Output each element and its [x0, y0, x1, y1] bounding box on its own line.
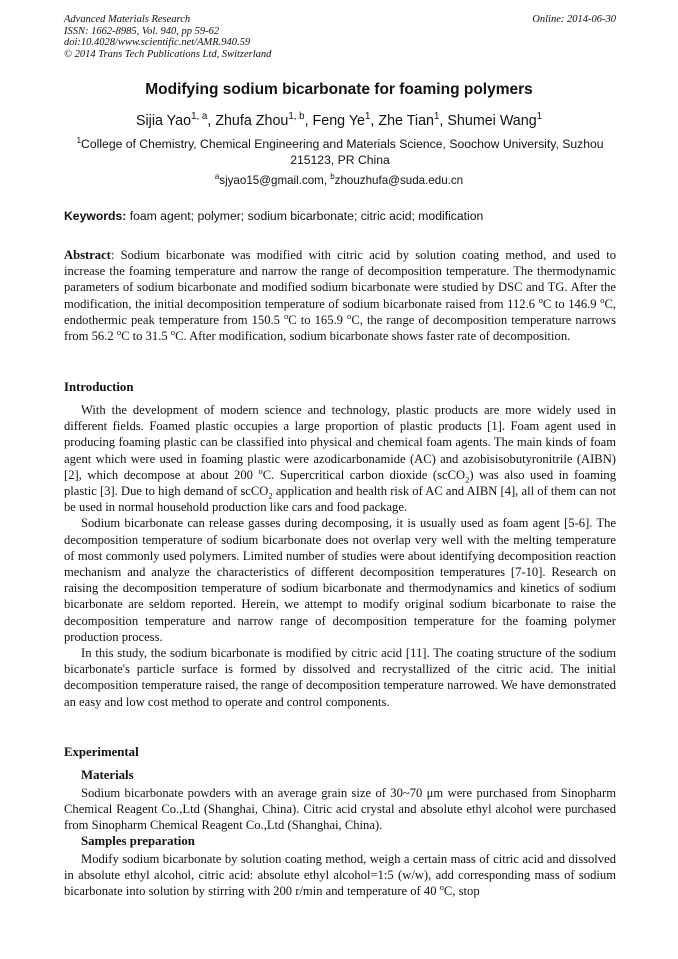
- subsection-heading-materials: Materials: [81, 768, 134, 782]
- author-emails: $^a$sjyao15@gmail.com, $^b$zhouzhufa@suda.edu.cn: [214, 172, 464, 187]
- keywords: [64, 209, 616, 223]
- degree-mark: o: [600, 294, 605, 305]
- degree-mark: o: [284, 310, 289, 321]
- affiliation-text: College of Chemistry, Chemical Engineering and Materials Science, Soochow University, Suzhou 215123, PR China: [81, 137, 604, 167]
- introduction-body: [64, 402, 616, 710]
- degree-mark: o: [258, 465, 263, 476]
- degree-mark: o: [439, 882, 444, 893]
- author-name: Feng Ye: [312, 113, 366, 129]
- abstract-text: C to 146.9: [542, 296, 601, 311]
- paragraph-text: Modify sodium bicarbonate by solution coating method, weigh a certain mass of citric acid and dissolved in absolute ethyl alcohol, citric acid: absolute ethyl alcohol=1:5 (w/w), add corresponding mass of sodium bicarbonate into solution by stirring with 200 r/min and temperature of 40: [64, 852, 616, 899]
- paragraph: In this study, the sodium bicarbonate is modified by citric acid [11]. The coating structure of the sodium bicarbonate's particle surface is formed by dissolved and recrystallized of the citric acid. The initial decomposition temperature raised, the range of decomposition temperature narrowed. We have demonstrated an easy and low cost method to operate and control components.: [64, 646, 616, 709]
- author-name: Shumei Wang: [447, 113, 537, 129]
- section-heading-introduction: Introduction: [64, 380, 134, 394]
- online-date: Online: 2014-06-30: [532, 14, 616, 25]
- affiliation-mark: 1: [76, 134, 82, 145]
- abstract-text: C, endothermic peak temperature from 150.5: [64, 296, 616, 327]
- paragraph-text: With the development of modern science and technology, plastic products are more widely used in different fields. Foamed plastic occupies a large proportion of plastic products [1]. Foam agent used in producing foaming plastic can be classified into physical and chemical foam agents. The main kinds of foam agent which were used in foaming plastic were azodicarbonamide (AC) and azobisisobutyronitrile (AIBN) [2], which decompose at about 200: [64, 403, 616, 482]
- subscript: 2: [465, 474, 470, 485]
- author-name: Sijia Yao: [135, 113, 192, 129]
- abstract-text: C to 165.9: [288, 312, 348, 327]
- author-affiliation-mark: 1: [434, 111, 440, 123]
- paragraph: [64, 851, 616, 900]
- author-affiliation-mark: 1: [536, 111, 543, 123]
- email-link[interactable]: zhouzhufa@suda.edu.cn: [334, 174, 464, 187]
- email-link[interactable]: sjyao15@gmail.com: [219, 174, 324, 187]
- paragraph: [64, 402, 616, 515]
- paragraph-text: application and health risk of AC and AIBN [4], all of them can not be used in normal household production like cars and food package.: [64, 484, 616, 515]
- author-list: Sijia Yao$^{1, a}$, Zhufa Zhou$^{1, b}$, Feng Ye$^1$, Zhe Tian$^1$, Shumei Wang$^1$: [135, 111, 543, 129]
- section-heading-experimental: Experimental: [64, 745, 139, 759]
- author-name: Zhufa Zhou: [215, 113, 289, 129]
- paragraph-text: C. Supercritical carbon dioxide (scCO: [262, 467, 466, 482]
- email-mark: a: [214, 172, 220, 182]
- abstract-text: : Sodium bicarbonate was modified with citric acid by solution coating method, and used to increase the foaming temperature and narrow the range of decomposition temperature. The thermodynamic parameters of sodium bicarbonate and modified sodium bicarbonate were studied by DSC and TG. After the modification, the initial decomposition temperature of sodium bicarbonate raised from 112.6: [64, 248, 616, 311]
- degree-mark: o: [538, 294, 543, 305]
- journal-header: [64, 14, 616, 60]
- degree-mark: o: [116, 326, 122, 337]
- author-name: Zhe Tian: [378, 113, 435, 129]
- journal-doi: doi:10.4028/www.scientific.net/AMR.940.59: [64, 37, 251, 49]
- materials-body: [64, 785, 616, 834]
- paper-title: Modifying sodium bicarbonate for foaming polymers: [145, 81, 533, 98]
- journal-name: Advanced Materials Research: [64, 14, 191, 25]
- keywords-text: foam agent; polymer; sodium bicarbonate; citric acid; modification: [129, 209, 484, 223]
- keywords-label: Keywords:: [64, 209, 127, 223]
- degree-mark: o: [347, 310, 352, 321]
- abstract-text: C. After modification, sodium bicarbonate shows faster rate of decomposition.: [175, 329, 571, 344]
- abstract-text: C to 31.5: [121, 329, 171, 344]
- paragraph: Sodium bicarbonate can release gasses during decomposing, it is usually used as foam agent [5-6]. The decomposition temperature of sodium bicarbonate does not overlap very well with the melting temperature of most commonly used polymers. Limited number of studies were about identifying decomposition reaction mechanism and analyze the characteristics of different decomposition temperatures [7-10]. Research on raising the decomposition temperature of sodium bicarbonate and thermodynamics and kinetics of sodium bicarbonate are seldom reported. Herein, we attempt to modify original sodium bicarbonate to raise the decomposition temperature and narrow range of decomposition temperature for the foaming polymer production process.: [64, 516, 616, 644]
- degree-mark: o: [170, 326, 176, 337]
- journal-issn: ISSN: 1662-8985, Vol. 940, pp 59-62: [64, 25, 220, 37]
- journal-copyright: © 2014 Trans Tech Publications Ltd, Switzerland: [64, 48, 272, 60]
- paragraph-text: ) was also used in foaming plastic [3]. Due to high demand of scCO: [64, 467, 616, 499]
- subscript: 2: [268, 490, 273, 501]
- abstract: [64, 247, 616, 344]
- paragraph-text: C, stop: [443, 884, 480, 899]
- paragraph: Sodium bicarbonate powders with an average grain size of 30~70 μm were purchased from Sinopharm Chemical Reagent Co.,Ltd (Shanghai, China). Citric acid crystal and absolute ethyl alcohol were purchased from Sinopharm Chemical Reagent Co.,Ltd (Shanghai, China).: [64, 786, 616, 833]
- abstract-label: Abstract: [64, 248, 111, 262]
- author-affiliation-mark: 1: [365, 111, 371, 123]
- email-mark: b: [330, 172, 335, 182]
- affiliation: [64, 136, 616, 168]
- samples-body: [64, 851, 616, 900]
- abstract-text: C, the range of decomposition temperature narrows from 56.2: [64, 312, 616, 344]
- author-affiliation-mark: 1, a: [191, 111, 208, 123]
- subsection-heading-samples: Samples preparation: [81, 834, 195, 848]
- author-affiliation-mark: 1, b: [288, 111, 305, 123]
